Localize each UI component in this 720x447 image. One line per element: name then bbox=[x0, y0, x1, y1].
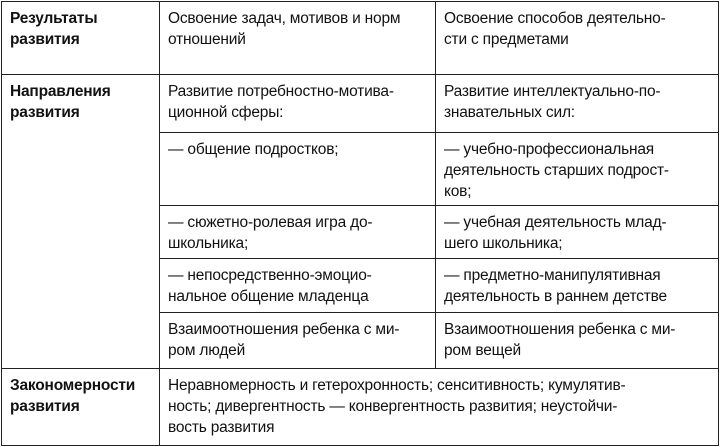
cell-relationship-things: Взаимоотношения ребенка с ми- ром вещей bbox=[436, 313, 719, 369]
cell-relationship-people: Взаимоотношения ребенка с ми- ром людей bbox=[160, 313, 436, 369]
row-header-regularities: Закономерности развития bbox=[2, 369, 160, 446]
cell-directions-motivational: Развитие потребностно-мотива- ционной сферы: bbox=[160, 75, 436, 133]
table-row-regularities bbox=[2, 369, 719, 446]
row-header-results: Результаты развития bbox=[2, 2, 160, 75]
cell-infant-communication: — непосредственно-эмоцио- нальное общение младенца bbox=[160, 259, 436, 313]
development-table bbox=[1, 1, 719, 446]
cell-results-methods: Освоение способов деятельно- сти с предметами bbox=[436, 2, 719, 75]
cell-school-activity: — учебная деятельность млад- шего школьника; bbox=[436, 206, 719, 259]
cell-adolescent-activity: — учебно-профессиональная деятельность старших подрост- ков; bbox=[436, 133, 719, 206]
cell-adolescent-communication: — общение подростков; bbox=[160, 133, 436, 206]
table-row-results bbox=[2, 2, 719, 75]
cell-preschool-play: — сюжетно-ролевая игра до- школьника; bbox=[160, 206, 436, 259]
cell-directions-intellectual: Развитие интеллектуально-по- знавательных сил: bbox=[436, 75, 719, 133]
row-header-directions: Направления развития bbox=[2, 75, 160, 369]
cell-regularities: Неравномерность и гетерохронность; сенситивность; кумулятив- ность; дивергентность — конвергентность развития; неустойчи- вость развития bbox=[160, 369, 719, 446]
table-row-directions bbox=[2, 75, 719, 133]
cell-early-childhood-activity: — предметно-манипулятивная деятельность в раннем детстве bbox=[436, 259, 719, 313]
cell-results-tasks: Освоение задач, мотивов и норм отношений bbox=[160, 2, 436, 75]
